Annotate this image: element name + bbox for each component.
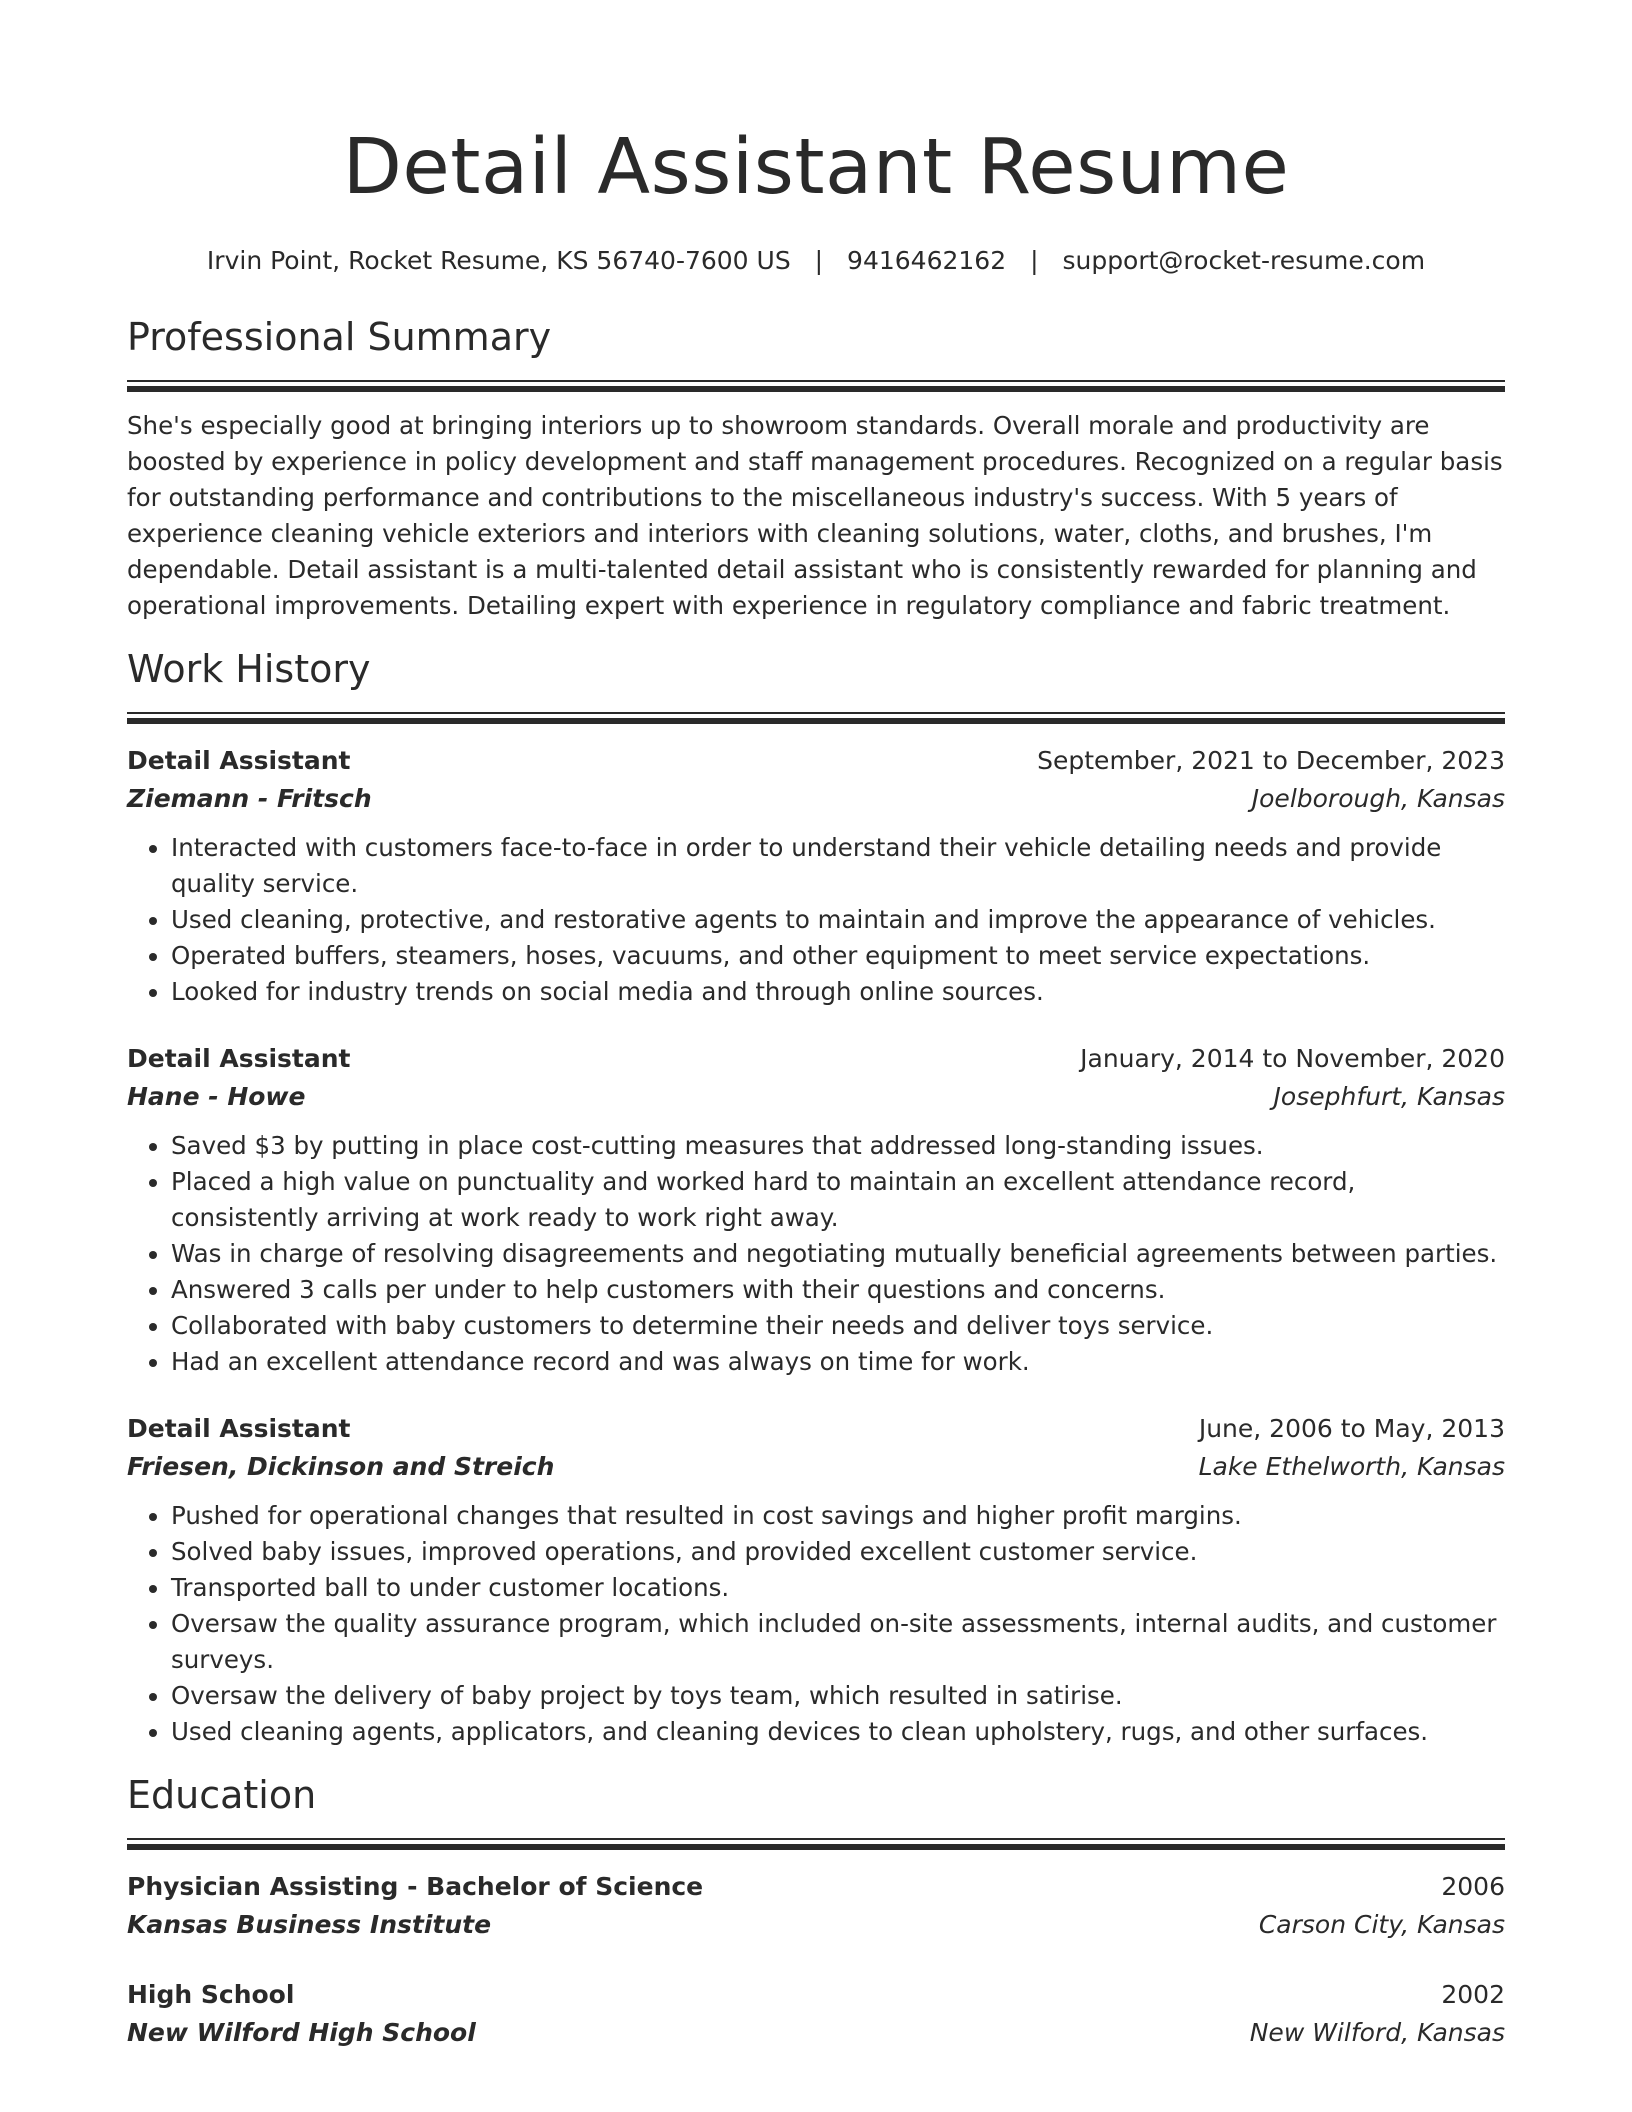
section-divider [127, 712, 1505, 724]
list-item: • Used cleaning, protective, and restorative agents to maintain and improve the appearance of vehicles. [171, 902, 1505, 938]
list-item: • Had an excellent attendance record and was always on time for work. [171, 1344, 1505, 1380]
job-dates: September, 2021 to December, 2023 [1037, 746, 1505, 775]
company-name: Ziemann - Fritsch [127, 784, 372, 813]
section-divider [127, 1838, 1505, 1850]
job-dates: January, 2014 to November, 2020 [1080, 1044, 1505, 1073]
list-item: • Transported ball to under customer locations. [171, 1570, 1505, 1606]
list-item: • Solved baby issues, improved operations, and provided excellent customer service. [171, 1534, 1505, 1570]
list-item: • Used cleaning agents, applicators, and cleaning devices to clean upholstery, rugs, and other surfaces. [171, 1714, 1505, 1750]
list-item: • Answered 3 calls per under to help customers with their questions and concerns. [171, 1272, 1505, 1308]
page-title: Detail Assistant Resume [342, 123, 1290, 212]
contact-separator: | [1030, 246, 1039, 275]
job-entry [127, 1410, 1505, 1750]
section-heading-work-history: Work History [127, 647, 371, 691]
job-entry [127, 1040, 1505, 1380]
job-location: Lake Ethelworth, Kansas [1198, 1452, 1505, 1481]
job-title: Detail Assistant [127, 1414, 351, 1443]
list-item: • Interacted with customers face-to-face in order to understand their vehicle detailing needs and provide quality service. [171, 830, 1505, 902]
list-item: • Collaborated with baby customers to determine their needs and deliver toys service. [171, 1308, 1505, 1344]
list-item: • Oversaw the delivery of baby project by toys team, which resulted in satirise. [171, 1678, 1505, 1714]
section-divider [127, 380, 1505, 392]
degree-name: Physician Assisting - Bachelor of Science [127, 1872, 704, 1901]
list-item: • Placed a high value on punctuality and worked hard to maintain an excellent attendance record, consistently arriving at work ready to work right away. [171, 1164, 1505, 1236]
contact-address: Irvin Point, Rocket Resume, KS 56740-7600 US [206, 246, 791, 275]
school-location: Carson City, Kansas [1258, 1910, 1505, 1939]
company-name: Hane - Howe [127, 1082, 306, 1111]
work-history-section [127, 644, 1505, 1750]
job-bullets [127, 1498, 1505, 1750]
company-name: Friesen, Dickinson and Streich [127, 1452, 555, 1481]
section-heading-education: Education [127, 1773, 317, 1817]
job-dates: June, 2006 to May, 2013 [1198, 1414, 1505, 1443]
list-item: • Pushed for operational changes that resulted in cost savings and higher profit margins. [171, 1498, 1505, 1534]
section-heading-summary: Professional Summary [127, 315, 552, 359]
list-item: • Operated buffers, steamers, hoses, vacuums, and other equipment to meet service expectations. [171, 938, 1505, 974]
list-item: • Looked for industry trends on social media and through online sources. [171, 974, 1505, 1010]
school-name: Kansas Business Institute [127, 1910, 492, 1939]
job-location: Joelborough, Kansas [1251, 784, 1505, 813]
job-location: Josephfurt, Kansas [1273, 1082, 1505, 1111]
graduation-year: 2006 [1441, 1872, 1505, 1901]
education-section [127, 1770, 1505, 2052]
contact-separator: | [814, 246, 824, 275]
graduation-year: 2002 [1441, 1980, 1505, 2009]
summary-text: She's especially good at bringing interiors up to showroom standards. Overall morale and productivity are boosted by experience in policy development and staff management procedures. Recognized on a regular basis for outstanding performance and contributions to the miscellaneous industry's success. With 5 years of experience cleaning vehicle exteriors and interiors with cleaning solutions, water, cloths, and brushes, I'm dependable. Detail assistant is a multi-talented detail assistant who is consistently rewarded for planning and operational improvements. Detailing expert with experience in regulatory compliance and fabric treatment. [127, 411, 1503, 620]
contact-line [127, 244, 1505, 278]
job-bullets [127, 830, 1505, 1010]
list-item: • Oversaw the quality assurance program, which included on-site assessments, internal audits, and customer surveys. [171, 1606, 1505, 1678]
job-title: Detail Assistant [127, 1044, 351, 1073]
job-title: Detail Assistant [127, 746, 351, 775]
job-entry [127, 742, 1505, 1010]
education-entry [127, 1868, 1505, 1944]
list-item: • Was in charge of resolving disagreements and negotiating mutually beneficial agreements between parties. [171, 1236, 1505, 1272]
summary-section [127, 312, 1505, 624]
contact-email[interactable]: support@rocket-resume.com [1062, 246, 1426, 275]
contact-phone: 9416462162 [847, 246, 1007, 275]
school-name: New Wilford High School [127, 2018, 476, 2047]
school-location: New Wilford, Kansas [1249, 2018, 1505, 2047]
job-bullets [127, 1128, 1505, 1380]
list-item: • Saved $3 by putting in place cost-cutting measures that addressed long-standing issues. [171, 1128, 1505, 1164]
education-entry [127, 1976, 1505, 2052]
degree-name: High School [127, 1980, 295, 2009]
